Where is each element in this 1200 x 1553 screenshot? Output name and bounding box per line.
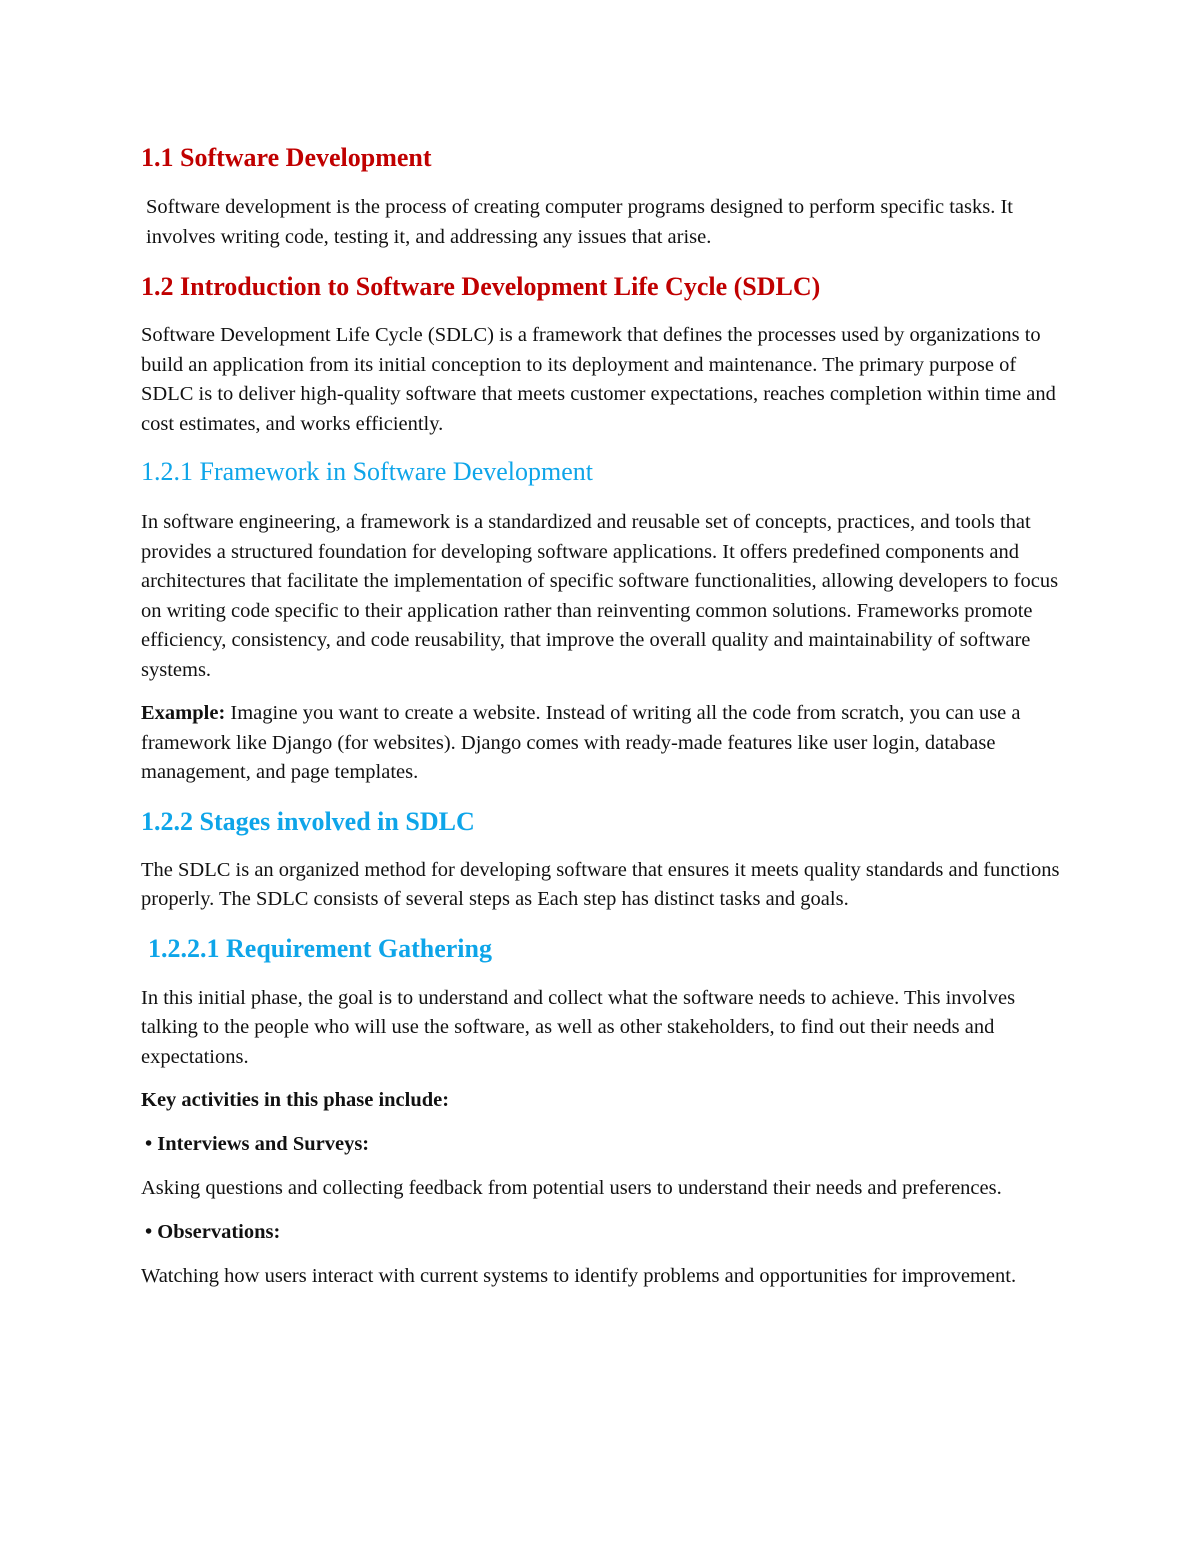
paragraph-software-development: Software development is the process of creating computer programs designed to perform specific tasks. It involves writing code, testing it, and addressing any issues that arise. — [146, 196, 1013, 248]
paragraph-framework: In software engineering, a framework is a standardized and reusable set of concepts, practices, and tools that provides a structured foundation for developing software applications. It offers predefined components and architectures that facilitate the implementation of specific software functionalities, allowing developers to focus on writing code specific to their application rather than reinventing common solutions. Frameworks promote efficiency, consistency, and code reusability, that improve the overall quality and maintainability of software systems. — [141, 511, 1059, 681]
bullet-title-interviews: • Interviews and Surveys: — [145, 1132, 370, 1155]
example-label: Example: — [141, 702, 226, 724]
paragraph-sdlc-introduction: Software Development Life Cycle (SDLC) is a framework that defines the processes used by organizations to build an application from its initial conception to its deployment and maintenance. The primary purpose of SDLC is to deliver high-quality software that meets customer expectations, reaches completion within time and cost estimates, and works efficiently. — [141, 324, 1056, 435]
paragraph-stages: The SDLC is an organized method for developing software that ensures it meets quality standards and functions properly. The SDLC consists of several steps as Each step has distinct tasks and goals. — [141, 858, 1060, 910]
bullet-text-interviews: Asking questions and collecting feedback from potential users to understand their needs and preferences. — [141, 1177, 1002, 1199]
heading-framework: 1.2.1 Framework in Software Development — [141, 457, 594, 486]
heading-requirement-gathering: 1.2.2.1 Requirement Gathering — [148, 933, 492, 963]
heading-sdlc-introduction: 1.2 Introduction to Software Development Life Cycle (SDLC) — [141, 272, 821, 301]
heading-stages: 1.2.2 Stages involved in SDLC — [141, 806, 475, 836]
bullet-text-observations: Watching how users interact with current systems to identify problems and opportunities for improvement. — [141, 1265, 1017, 1287]
document-content — [141, 142, 1071, 1292]
key-activities-label: Key activities in this phase include: — [141, 1089, 450, 1111]
bullet-title-observations: • Observations: — [145, 1220, 281, 1243]
paragraph-requirement-gathering: In this initial phase, the goal is to understand and collect what the software needs to achieve. This involves talking to the people who will use the software, as well as other stakeholders, to find out their needs and expectations. — [141, 986, 1016, 1068]
paragraph-example — [141, 699, 1071, 788]
example-text: Imagine you want to create a website. Instead of writing all the code from scratch, you can use a framework like Django (for websites). Django comes with ready-made features like user login, database management, and page templates. — [141, 702, 1021, 783]
heading-software-development: 1.1 Software Development — [141, 143, 432, 172]
